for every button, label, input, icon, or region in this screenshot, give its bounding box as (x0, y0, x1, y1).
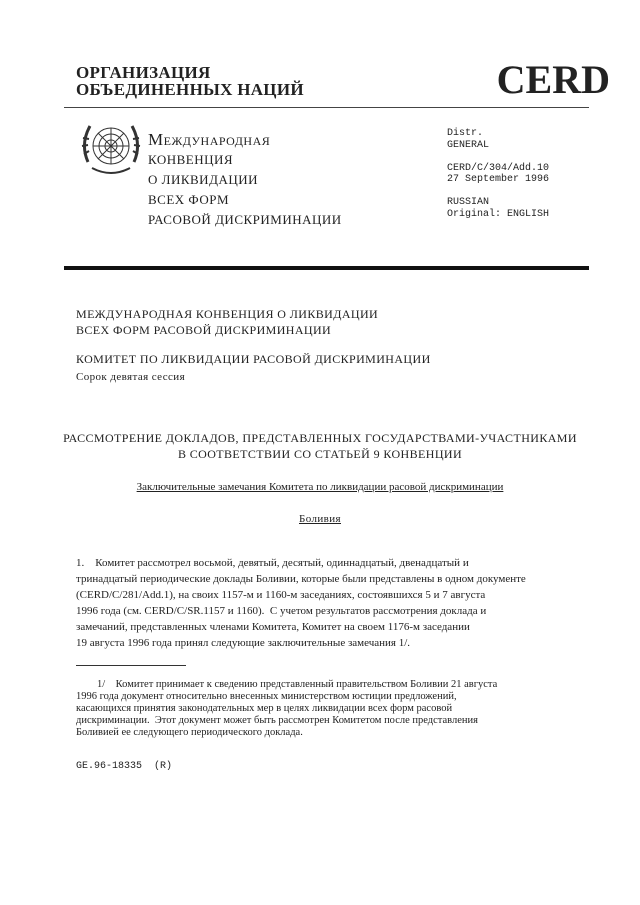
document-language: RUSSIAN (447, 197, 490, 208)
paragraph-line: тринадцатый периодические доклады Боливии, которые были представлены в одном документе (76, 573, 526, 585)
convention-line: Международная (148, 130, 271, 149)
country-heading: Боливия (299, 513, 341, 525)
document-title (0, 430, 640, 462)
footnote-line: касающихся принятия законодательных мер в целях ликвидации всех форм расовой (76, 703, 453, 714)
footnote-1 (76, 679, 497, 739)
heading-line: МЕЖДУНАРОДНАЯ КОНВЕНЦИЯ О ЛИКВИДАЦИИ (76, 307, 379, 321)
footnote-separator (76, 665, 186, 666)
convention-heading (76, 306, 378, 338)
convention-line: ВСЕХ ФОРМ (148, 192, 230, 207)
committee-heading: КОМИТЕТ ПО ЛИКВИДАЦИИ РАСОВОЙ ДИСКРИМИНАЦИИ (76, 352, 431, 366)
title-line: РАССМОТРЕНИЕ ДОКЛАДОВ, ПРЕДСТАВЛЕННЫХ ГОСУДАРСТВАМИ-УЧАСТНИКАМИ (63, 431, 577, 445)
distribution-label: Distr. (447, 128, 484, 139)
footnote-line: Боливией ее следующего периодического доклада. (76, 727, 303, 738)
paragraph-line: 1996 года (см. CERD/C/SR.1157 и 1160). С учетом результатов рассмотрения доклада и (76, 605, 487, 617)
original-language: Original: ENGLISH (447, 208, 550, 220)
un-emblem-icon (78, 118, 144, 180)
title-line: В СООТВЕТСТВИИ СО СТАТЬЕЙ 9 КОНВЕНЦИИ (177, 447, 463, 461)
job-number: GE.96-18335 (R) (76, 761, 173, 772)
header-rule (64, 107, 589, 108)
paragraph-line: 1. Комитет рассмотрел восьмой, девятый, десятый, одиннадцатый, двенадцатый и (76, 557, 469, 569)
paragraph-line: замечаний, представленных членами Комитета, Комитет на своем 1176-м заседании (76, 621, 470, 633)
footnote-line: 1/ Комитет принимает к сведению представленный правительством Боливии 21 августа (76, 679, 498, 690)
convention-line: О ЛИКВИДАЦИИ (148, 172, 258, 187)
session-label: Сорок девятая сессия (76, 371, 186, 383)
paragraph-line: 19 августа 1996 года принял следующие заключительные замечания 1/. (76, 637, 411, 649)
heading-line: ВСЕХ ФОРМ РАСОВОЙ ДИСКРИМИНАЦИИ (76, 323, 332, 337)
document-date: 27 September 1996 (447, 174, 550, 185)
document-metadata (447, 128, 549, 220)
convention-title (148, 130, 342, 230)
thick-rule (64, 266, 589, 270)
subtitle: Заключительные замечания Комитета по ликвидации расовой дискриминации (136, 481, 504, 493)
document-symbol-logo: CERD (496, 57, 610, 102)
organization-name (76, 64, 304, 98)
footnote-line: 1996 года документ относительно внесенных министерством юстиции предложений, (76, 691, 457, 702)
org-line: ОБЪЕДИНЕННЫХ НАЦИЙ (76, 80, 304, 99)
convention-line: РАСОВОЙ ДИСКРИМИНАЦИИ (148, 212, 342, 227)
paragraph-1 (76, 555, 526, 651)
document-symbol: CERD/C/304/Add.10 (447, 162, 550, 174)
footnote-line: дискриминации. Этот документ может быть рассмотрен Комитетом после представления (76, 715, 478, 726)
convention-line: КОНВЕНЦИЯ (148, 152, 234, 167)
paragraph-line: (CERD/C/281/Add.1), на своих 1157-м и 1160-м заседаниях, состоявшихся 5 и 7 августа (76, 589, 486, 601)
distribution-value: GENERAL (447, 139, 490, 151)
org-line: ОРГАНИЗАЦИЯ (76, 63, 211, 82)
